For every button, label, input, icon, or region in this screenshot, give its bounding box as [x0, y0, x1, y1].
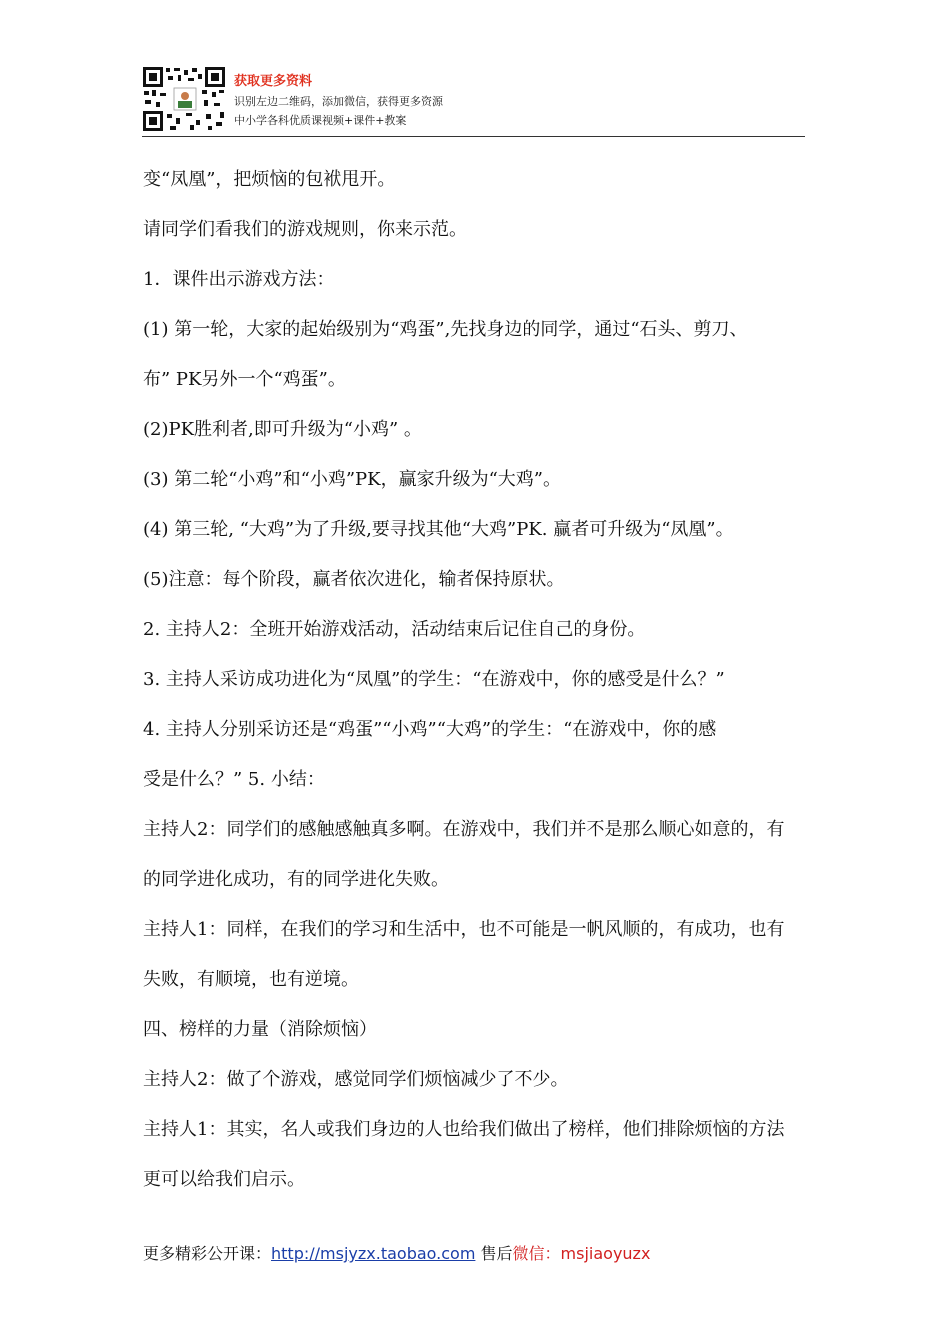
paragraph-line: 受是什么？” 5. 小结：	[143, 769, 325, 790]
paragraph-line: 失败，有顺境，也有逆境。	[143, 969, 359, 990]
page-footer	[143, 1241, 650, 1264]
paragraph-line: 布” PK另外一个“鸡蛋”。	[143, 369, 346, 390]
footer-wechat-id: msjiaoyuzx	[560, 1244, 651, 1263]
paragraph-line: (4) 第三轮, “大鸡”为了升级,要寻找其他“大鸡”PK. 赢者可升级为“凤凰”。	[143, 519, 734, 540]
paragraph-line: 主持人1：同样，在我们的学习和生活中，也不可能是一帆风顺的，有成功，也有	[143, 919, 785, 940]
header-line-qr-hint: 识别左边二维码，添加微信，获得更多资源	[234, 95, 443, 108]
paragraph-line: 4. 主持人分别采访还是“鸡蛋”“小鸡”“大鸡”的学生：“在游戏中，你的感	[143, 719, 717, 740]
footer-middle: 售后	[475, 1244, 513, 1263]
footer-prefix: 更多精彩公开课：	[143, 1244, 272, 1263]
page-header	[142, 64, 805, 137]
paragraph-line: 变“凤凰”，把烦恼的包袱甩开。	[143, 169, 396, 190]
paragraph-line: 的同学进化成功，有的同学进化失败。	[143, 869, 449, 890]
header-line-resources: 中小学各科优质课视频+课件+教案	[234, 114, 407, 127]
paragraph-line: 请同学们看我们的游戏规则，你来示范。	[143, 219, 467, 240]
paragraph-line: (3) 第二轮“小鸡”和“小鸡”PK，赢家升级为“大鸡”。	[143, 469, 561, 490]
paragraph-line: (2)PK胜利者,即可升级为“小鸡” 。	[143, 419, 422, 440]
paragraph-line: 主持人2：做了个游戏，感觉同学们烦恼减少了不少。	[143, 1069, 569, 1090]
paragraph-line: 主持人1：其实，名人或我们身边的人也给我们做出了榜样，他们排除烦恼的方法	[143, 1119, 785, 1140]
paragraph-line: 2. 主持人2：全班开始游戏活动，活动结束后记住自己的身份。	[143, 619, 646, 640]
paragraph-line: 主持人2：同学们的感触感触真多啊。在游戏中，我们并不是那么顺心如意的，有	[143, 819, 785, 840]
qr-code-image	[142, 66, 226, 132]
paragraph-line: (1) 第一轮，大家的起始级别为“鸡蛋”,先找身边的同学，通过“石头、剪刀、	[143, 319, 748, 340]
document-body	[143, 155, 808, 1205]
paragraph-line: 更可以给我们启示。	[143, 1169, 305, 1190]
paragraph-line: 1．课件出示游戏方法：	[143, 269, 335, 290]
paragraph-line: 3. 主持人采访成功进化为“凤凰”的学生：“在游戏中，你的感受是什么？”	[143, 669, 725, 690]
footer-wechat-label: 微信：	[512, 1244, 561, 1263]
header-title: 获取更多资料	[234, 74, 313, 89]
taobao-link[interactable]: http://msjyzx.taobao.com	[271, 1244, 476, 1263]
paragraph-line: (5)注意：每个阶段，赢者依次进化，输者保持原状。	[143, 569, 565, 590]
section-heading: 四、榜样的力量（消除烦恼）	[143, 1019, 377, 1040]
